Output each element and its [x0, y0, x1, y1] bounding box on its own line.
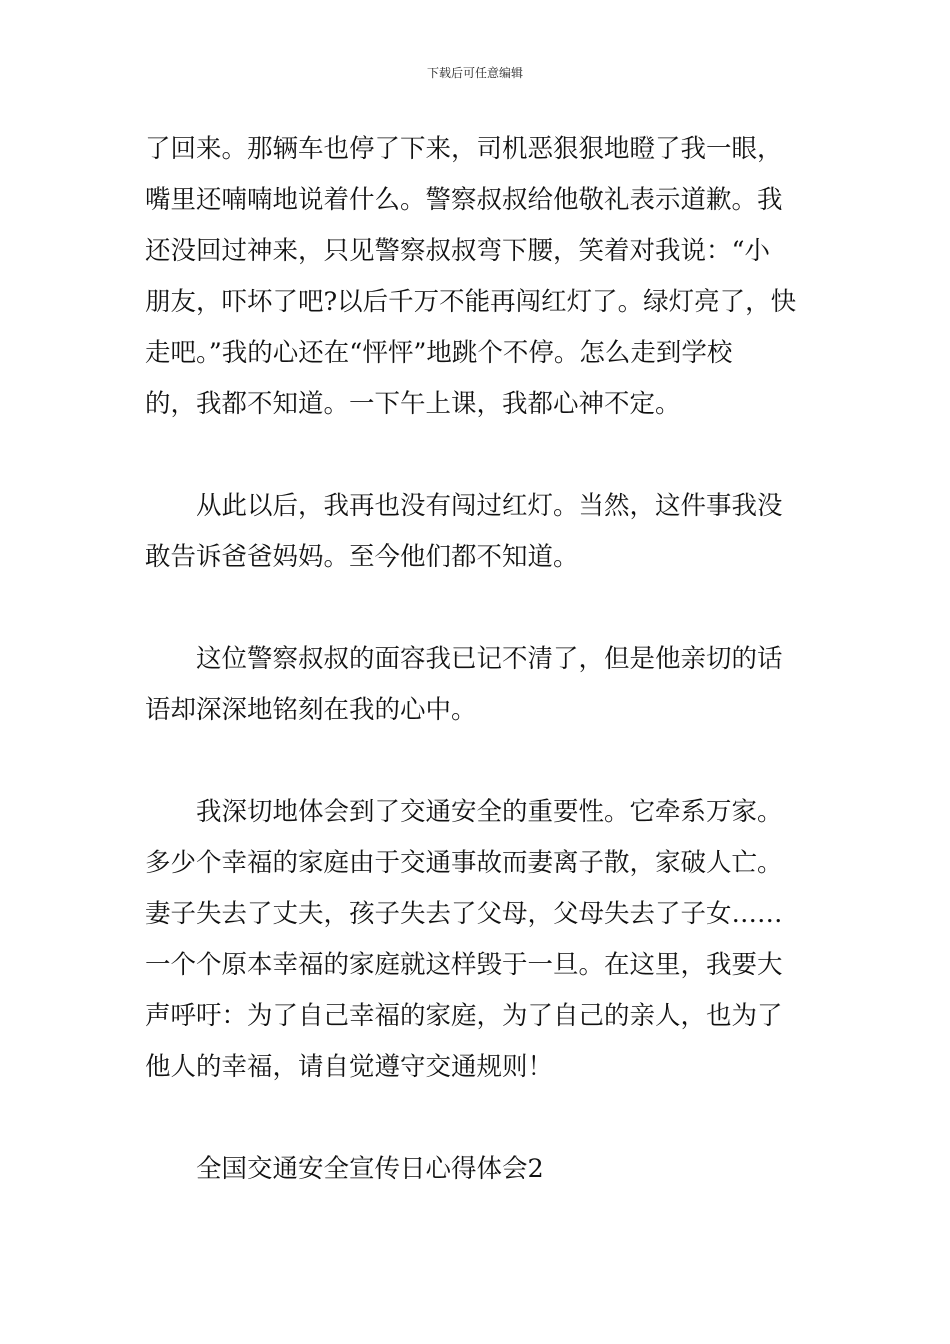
- page-header: 下载后可任意编辑: [426, 66, 523, 80]
- paragraph-4: [145, 787, 805, 1093]
- text-line: 还没回过神来，只见警察叔叔弯下腰，笑着对我说：“小: [145, 236, 771, 266]
- text-line: 声呼吁：为了自己幸福的家庭，为了自己的亲人，也为了: [145, 1001, 783, 1031]
- text-line: 他人的幸福，请自觉遵守交通规则！: [145, 1052, 554, 1082]
- text-line: 全国交通安全宣传日心得体会2: [196, 1154, 544, 1184]
- text-line: 多少个幸福的家庭由于交通事故而妻离子散，家破人亡。: [145, 848, 783, 878]
- text-line: 一个个原本幸福的家庭就这样毁于一旦。在这里，我要大: [145, 950, 783, 980]
- paragraph-spacer: [145, 583, 805, 634]
- paragraph-1: [145, 124, 805, 430]
- text-line: 了回来。那辆车也停了下来，司机恶狠狠地瞪了我一眼，: [145, 134, 783, 164]
- section-heading: [145, 1144, 805, 1195]
- paragraph-spacer: [145, 1093, 805, 1144]
- text-line: 妻子失去了丈夫，孩子失去了父母，父母失去了子女……: [145, 899, 783, 929]
- text-line: 从此以后，我再也没有闯过红灯。当然，这件事我没: [196, 491, 783, 521]
- text-line: 的，我都不知道。一下午上课，我都心神不定。: [145, 389, 681, 419]
- text-line: 我深切地体会到了交通安全的重要性。它牵系万家。: [196, 797, 783, 827]
- paragraph-spacer: [145, 736, 805, 787]
- text-line: 朋友，吓坏了吧?以后千万不能再闯红灯了。绿灯亮了，快: [145, 287, 797, 317]
- paragraph-spacer: [145, 430, 805, 481]
- paragraph-3: [145, 634, 805, 736]
- text-line: 走吧。”我的心还在“怦怦”地跳个不停。怎么走到学校: [145, 338, 733, 368]
- document-body: [145, 124, 805, 1195]
- text-line: 敢告诉爸爸妈妈。至今他们都不知道。: [145, 542, 579, 572]
- text-line: 嘴里还喃喃地说着什么。警察叔叔给他敬礼表示道歉。我: [145, 185, 783, 215]
- text-line: 这位警察叔叔的面容我已记不清了，但是他亲切的话: [196, 644, 783, 674]
- text-line: 语却深深地铭刻在我的心中。: [145, 695, 477, 725]
- paragraph-2: [145, 481, 805, 583]
